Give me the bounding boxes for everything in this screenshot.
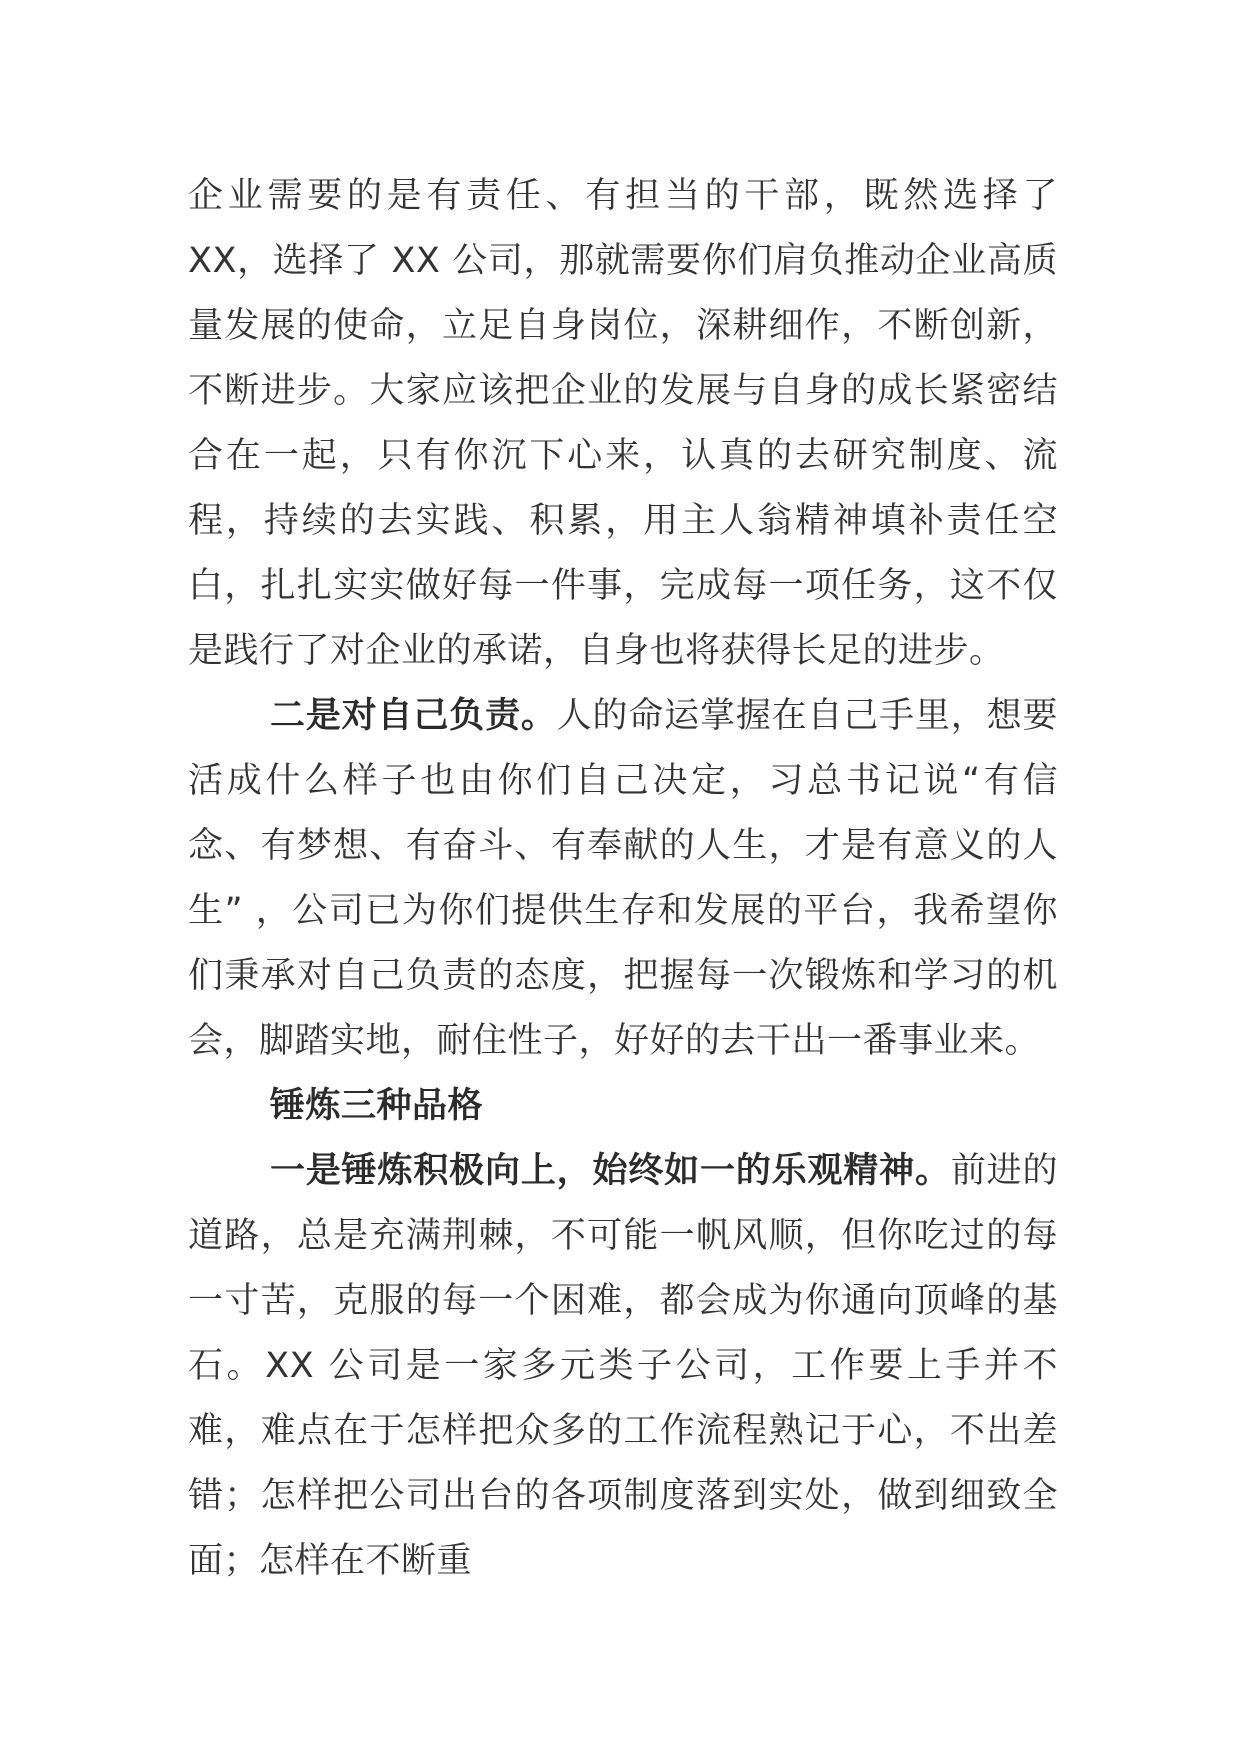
paragraph-lead-bold: 二是对自己负责。	[270, 696, 557, 736]
section-heading: 锤炼三种品格	[270, 1086, 484, 1126]
paragraph-text: 人的命运掌握在自己手里，想要活成什么样子也由你们自己决定，习总书记说“有信念、有梦想、有奋斗、有奉献的人生，才是有意义的人生” ，公司已为你们提供生存和发展的平台，我希望你们秉承对自己负责的态度，把握每一次锻炼和学习的机会，脚踏实地，耐住性子，好好的去干出一番事业来。	[188, 696, 1058, 1061]
paragraph-responsibility-to-self	[188, 684, 1058, 1074]
paragraph-responsibility-to-company	[188, 164, 1058, 684]
paragraph-optimistic-spirit	[188, 1139, 1058, 1594]
paragraph-lead-bold: 一是锤炼积极向上，始终如一的乐观精神。	[270, 1151, 951, 1191]
document-body	[188, 164, 1058, 1594]
paragraph-text: 企业需要的是有责任、有担当的干部，既然选择了 XX，选择了 XX 公司，那就需要你们肩负推动企业高质量发展的使命，立足自身岗位，深耕细作，不断创新，不断进步。大家应该把企业的发展与自身的成长紧密结合在一起，只有你沉下心来，认真的去研究制度、流程，持续的去实践、积累，用主人翁精神填补责任空白，扎扎实实做好每一件事，完成每一项任务，这不仅是践行了对企业的承诺，自身也将获得长足的进步。	[188, 176, 1058, 671]
paragraph-text: 前进的道路，总是充满荆棘，不可能一帆风顺，但你吃过的每一寸苦，克服的每一个困难，都会成为你通向顶峰的基石。XX 公司是一家多元类子公司，工作要上手并不难，难点在于怎样把众多的工作流程熟记于心，不出差错；怎样把公司出台的各项制度落到实处，做到细致全面；怎样在不断重	[188, 1151, 1058, 1581]
